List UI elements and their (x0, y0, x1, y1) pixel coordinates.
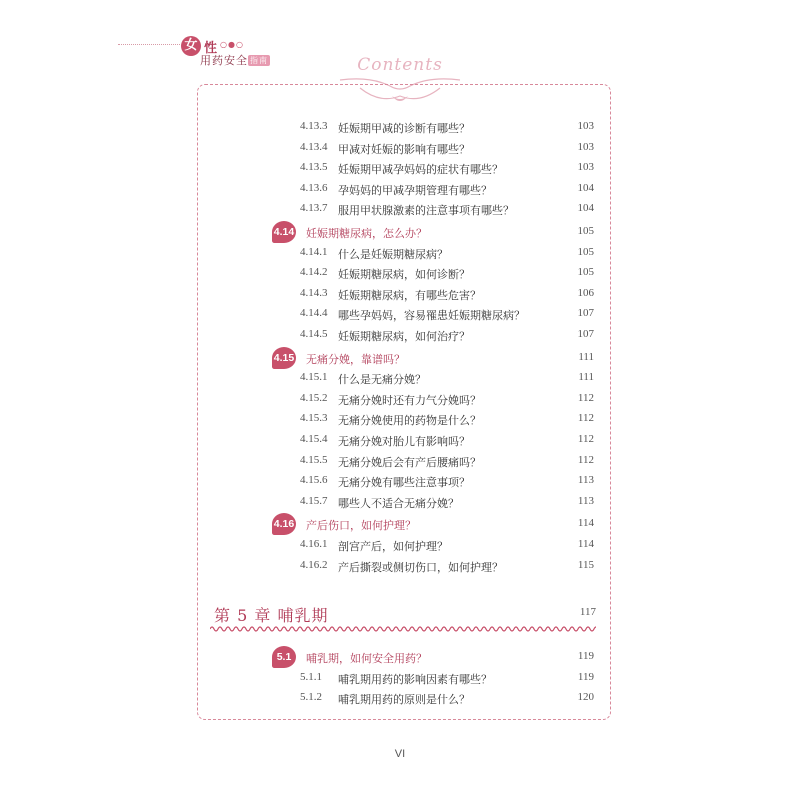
section-title: 产后伤口，如何护理？ (306, 519, 416, 533)
entry-number: 4.14.2 (300, 266, 328, 279)
toc-entry[interactable] (0, 141, 800, 159)
entry-title: 剖宫产后，如何护理？ (338, 540, 448, 553)
toc-entry[interactable] (0, 538, 800, 556)
entry-page: 103 (577, 120, 594, 132)
entry-page: 104 (577, 181, 594, 194)
entry-number: 4.13.7 (300, 202, 328, 215)
brand-circles: ○●○ (220, 40, 244, 49)
toc-entry[interactable] (0, 671, 800, 689)
toc-entry[interactable] (0, 182, 800, 200)
entry-title: 妊娠期甲减的诊断有哪些？ (338, 122, 470, 135)
toc-entry[interactable] (0, 202, 800, 220)
section-title: 无痛分娩，靠谱吗？ (306, 352, 405, 366)
entry-number: 4.13.3 (300, 120, 328, 132)
entry-number: 4.14.5 (300, 328, 328, 340)
brand-zhinan-tag: 指南 (250, 56, 268, 65)
entry-title: 妊娠期糖尿病，如何治疗？ (338, 330, 470, 343)
entry-page: 114 (577, 538, 594, 550)
entry-title: 妊娠期糖尿病，如何诊断？ (338, 268, 470, 282)
entry-page: 106 (577, 286, 594, 299)
toc-entry[interactable] (0, 691, 800, 709)
toc-entry[interactable] (0, 371, 800, 389)
entry-page: 119 (577, 670, 594, 683)
section-page: 105 (577, 225, 594, 237)
entry-title: 无痛分娩时还有力气分娩吗？ (338, 393, 481, 407)
toc-entry[interactable] (0, 412, 800, 430)
entry-page: 120 (577, 691, 594, 704)
entry-page: 105 (577, 245, 594, 258)
toc-entry[interactable] (0, 559, 800, 577)
entry-page: 113 (577, 494, 594, 507)
section-page: 111 (578, 350, 594, 363)
entry-title: 无痛分娩有哪些注意事项？ (338, 476, 470, 490)
chapter-heading[interactable] (210, 603, 596, 635)
entry-title: 哺乳期用药的原则是什么？ (338, 693, 470, 707)
toc-section[interactable] (0, 351, 800, 369)
entry-page: 113 (577, 474, 594, 487)
entry-page: 112 (577, 453, 594, 466)
toc-entry[interactable] (0, 454, 800, 472)
entry-title: 妊娠期甲减孕妈妈的症状有哪些？ (338, 163, 503, 177)
entry-page: 107 (577, 307, 594, 320)
entry-number: 4.13.4 (300, 140, 328, 153)
entry-page: 112 (577, 391, 594, 404)
entry-title: 服用甲状腺激素的注意事项有哪些？ (338, 204, 514, 218)
entry-number: 4.14.1 (300, 245, 328, 258)
entry-title: 哪些孕妈妈，容易罹患妊娠期糖尿病？ (338, 309, 525, 323)
entry-page: 104 (577, 202, 594, 215)
entry-number: 4.15.7 (300, 494, 328, 507)
section-badge: 4.16 (272, 513, 296, 535)
toc-entry[interactable] (0, 266, 800, 284)
brand-subtitle (200, 52, 270, 68)
toc-entry[interactable] (0, 307, 800, 325)
entry-number: 5.1.2 (300, 691, 322, 704)
entry-page: 103 (577, 161, 594, 174)
section-badge: 4.15 (272, 347, 296, 369)
entry-number: 4.15.5 (300, 453, 328, 466)
entry-number: 4.15.3 (300, 412, 328, 425)
entry-page: 112 (577, 433, 594, 445)
toc-entry[interactable] (0, 392, 800, 410)
chapter-page: 117 (579, 606, 596, 618)
book-brand (118, 38, 278, 68)
entry-page: 103 (577, 140, 594, 153)
section-badge: 4.14 (272, 221, 296, 243)
section-title: 哺乳期，如何安全用药？ (306, 652, 427, 665)
section-page: 119 (577, 650, 594, 662)
page-number: VI (394, 748, 406, 760)
entry-number: 4.14.3 (300, 286, 328, 299)
toc-section[interactable] (0, 517, 800, 535)
dotted-line (118, 44, 180, 45)
entry-number: 4.16.2 (300, 558, 328, 571)
entry-number: 4.14.4 (300, 307, 328, 320)
entry-page: 111 (578, 371, 594, 384)
entry-title: 无痛分娩使用的药物是什么？ (338, 414, 481, 428)
wavy-divider-icon (210, 625, 596, 633)
entry-title: 什么是妊娠期糖尿病？ (338, 247, 448, 261)
entry-title: 哪些人不适合无痛分娩？ (338, 496, 459, 510)
entry-title: 什么是无痛分娩？ (338, 373, 426, 387)
brand-char: 性 (204, 41, 218, 56)
entry-number: 5.1.1 (300, 670, 322, 683)
entry-number: 4.16.1 (300, 538, 328, 550)
contents-heading: Contents (357, 55, 443, 75)
section-page: 114 (577, 517, 594, 530)
entry-title: 产后撕裂或侧切伤口，如何护理？ (338, 560, 503, 574)
entry-title: 无痛分娩后会有产后腰痛吗？ (338, 455, 481, 469)
chapter-title: 第 5 章 哺乳期 (214, 606, 329, 625)
entry-page: 107 (577, 328, 594, 340)
entry-number: 4.13.6 (300, 181, 328, 194)
brand-mark: 女 (181, 36, 201, 56)
section-badge: 5.1 (272, 646, 296, 668)
entry-title: 孕妈妈的甲减孕期管理有哪些？ (338, 183, 492, 197)
toc-section[interactable] (0, 650, 800, 668)
entry-page: 112 (577, 412, 594, 425)
entry-page: 115 (577, 558, 594, 571)
entry-title: 甲减对妊娠的影响有哪些？ (338, 142, 470, 156)
entry-page: 105 (577, 266, 594, 279)
section-title: 妊娠期糖尿病，怎么办？ (306, 227, 427, 240)
toc-entry[interactable] (0, 328, 800, 346)
toc-entry[interactable] (0, 495, 800, 513)
brand-subtitle-text: 用药安全 (200, 54, 248, 67)
entry-number: 4.15.6 (300, 474, 328, 487)
toc-entry[interactable] (0, 161, 800, 179)
entry-title: 妊娠期糖尿病，有哪些危害？ (338, 288, 481, 302)
entry-number: 4.13.5 (300, 161, 328, 174)
toc-entry[interactable] (0, 474, 800, 492)
entry-number: 4.15.4 (300, 433, 328, 445)
entry-number: 4.15.2 (300, 391, 328, 404)
entry-title: 哺乳期用药的影响因素有哪些？ (338, 672, 492, 686)
toc-entry[interactable] (0, 246, 800, 264)
toc-entry[interactable] (0, 120, 800, 138)
entry-number: 4.15.1 (300, 371, 328, 384)
entry-title: 无痛分娩对胎儿有影响吗？ (338, 435, 470, 448)
toc-entry[interactable] (0, 433, 800, 451)
toc-section[interactable] (0, 225, 800, 243)
toc-entry[interactable] (0, 287, 800, 305)
